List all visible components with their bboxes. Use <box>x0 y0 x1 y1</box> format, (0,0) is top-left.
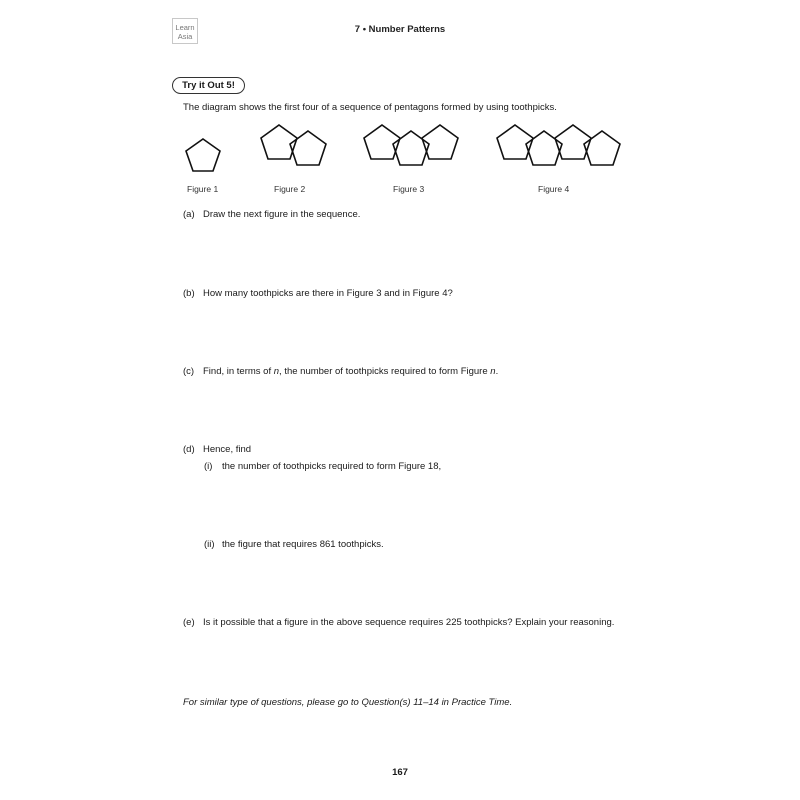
question-b-label: (b) <box>183 288 195 299</box>
question-c-text <box>203 366 498 377</box>
chapter-title: 7 • Number Patterns <box>354 24 446 35</box>
question-b-text: How many toothpicks are there in Figure 3 and in Figure 4? <box>203 288 453 299</box>
question-c-label: (c) <box>183 366 195 377</box>
publisher-logo <box>172 18 198 44</box>
exercise-intro: The diagram shows the first four of a sequence of pentagons formed by using toothpicks. <box>183 102 557 113</box>
figure-label-2: Figure 2 <box>274 184 306 194</box>
question-d-i-text: the number of toothpicks required to form Figure 18, <box>222 461 442 472</box>
question-c-text-before: Find, in terms of <box>203 366 274 377</box>
question-a-label: (a) <box>183 209 195 220</box>
question-d-ii-label: (ii) <box>204 539 215 550</box>
question-d-label: (d) <box>183 444 195 455</box>
question-c-text-after: . <box>495 366 499 377</box>
logo-line1: Learn <box>175 23 195 32</box>
question-c-text-middle: , the number of toothpicks required to form Figure <box>279 366 491 377</box>
practice-reference-note: For similar type of questions, please go to Question(s) 11–14 in Practice Time. <box>183 697 513 708</box>
logo-line2: Asia <box>177 32 193 41</box>
figure-4-diagram <box>497 125 620 165</box>
variable-n-2: n <box>490 366 496 377</box>
question-e-text: Is it possible that a figure in the above sequence requires 225 toothpicks? Explain your reasoning. <box>203 617 615 628</box>
page-number: 167 <box>392 767 408 778</box>
figure-label-4: Figure 4 <box>538 184 570 194</box>
figure-label-1: Figure 1 <box>187 184 219 194</box>
question-e-label: (e) <box>183 617 195 628</box>
pentagon-figures <box>170 118 640 180</box>
figure-2-diagram <box>261 125 326 165</box>
figure-3-diagram <box>364 125 458 165</box>
variable-n: n <box>273 366 280 377</box>
figure-label-3: Figure 3 <box>393 184 425 194</box>
question-d-i-label: (i) <box>204 461 213 472</box>
figure-1-diagram <box>186 139 220 171</box>
exercise-badge: Try it Out 5! <box>172 77 245 94</box>
question-a-text: Draw the next figure in the sequence. <box>203 209 361 220</box>
question-d-ii-text: the figure that requires 861 toothpicks. <box>222 539 384 550</box>
question-d-text: Hence, find <box>203 444 252 455</box>
